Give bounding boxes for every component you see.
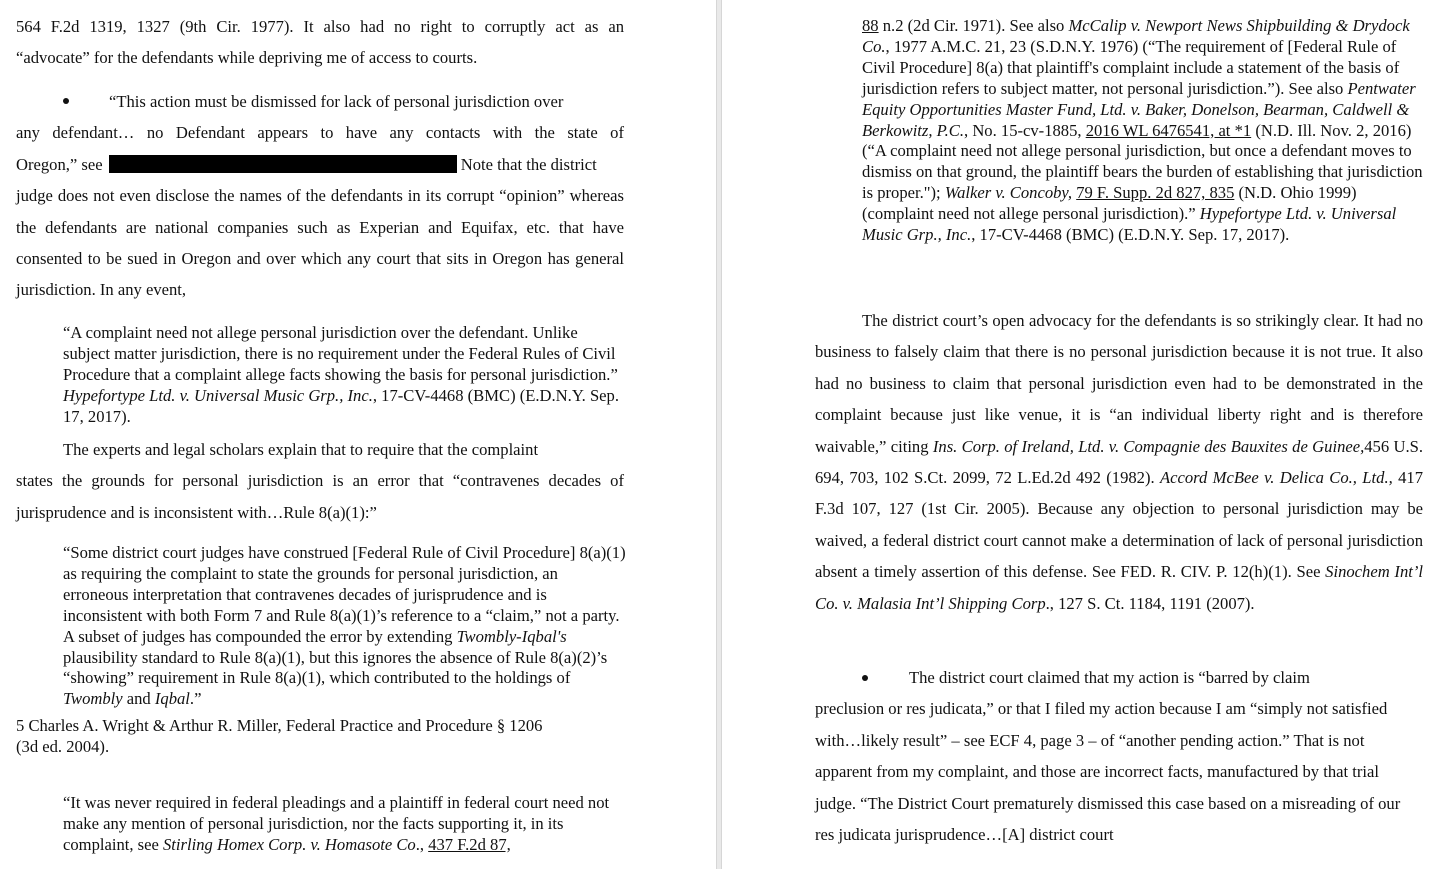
document-page-left	[0, 0, 716, 869]
text-line: jurisprudence and is inconsistent with…Rule 8(a)(1):”	[16, 502, 377, 522]
paragraph-intro	[16, 11, 624, 74]
text-span: “It was never required in federal pleadings and a plaintiff in federal court need not make any mention of personal jurisdiction, nor the facts supporting it, in its complaint, see	[63, 793, 610, 854]
text-span: (N.D. Ill. Nov. 2, 2016) (“A complaint need not allege personal jurisdiction, but once a defendant moves to dismiss on that ground, the plaintiff bears the burden of establishing that jurisdiction is proper.");	[862, 120, 1423, 203]
source-citation	[16, 716, 626, 758]
text-span: .,	[415, 834, 429, 854]
text-line: The district court claimed that my action is “barred by claim	[909, 668, 1310, 687]
case-citation: Iqbal	[154, 689, 190, 709]
text-span: 417 F.3d 107, 127 (1st Cir. 2005). Because any objection to personal jurisdiction may be waived, a federal district court cannot make a determination of lack of personal jurisdiction absent a timely assertion of this defense. See FED. R. CIV. P. 12(h)(1). See	[815, 468, 1423, 582]
case-citation: Twombly-Iqbal's	[456, 626, 567, 646]
case-citation: McCalip v. Newport News Shipbuilding & Drydock Co.	[862, 16, 1410, 56]
case-citation: Sinochem Int’l Co. v. Malasia Int’l Shipping Corp	[815, 562, 1423, 613]
text-span: and	[122, 689, 155, 709]
citation-link: 437 F.2d 87,	[428, 834, 511, 854]
citation-link: 88	[862, 16, 879, 35]
text-span: “A complaint need not allege personal jurisdiction over the defendant. Unlike subject matter jurisdiction, there is no requirement under the Federal Rules of Civil Procedure that a complaint allege facts showing the basis for personal jurisdiction.”	[63, 323, 618, 384]
case-citation: Twombly	[63, 689, 123, 709]
text-line: “This action must be dismissed for lack of personal jurisdiction over	[109, 92, 564, 111]
text-span: , 1977 A.M.C. 21, 23 (S.D.N.Y. 1976) (“The requirement of [Federal Rule of Civil Procedure] 8(a) that plaintiff's complaint include a statement of the basis of jurisdiction refers to subject matter, not personal jurisdiction.”). See also	[862, 36, 1400, 98]
text-line: states the grounds for personal jurisdiction is an error that “contravenes decades of	[16, 471, 624, 491]
case-citation: Hypefortype Ltd. v. Universal Music Grp., Inc.	[63, 385, 373, 405]
block-quote-stirling	[63, 793, 623, 856]
citation-link: 79 F. Supp. 2d 827, 835	[1076, 183, 1235, 203]
paragraph-bullet-res-judicata	[815, 662, 1423, 850]
text-block: preclusion or res judicata,” or that I filed my action because I am “simply not satisfied with…likely result” – see ECF 4, page 3 – of “another pending action.” That is not apparent from my complaint, and those are incorrect facts, manufactured by that trial judge. “The District Court prematurely dismissed this case based on a misreading of our res judicata jurisprudence…[A] district court	[815, 699, 1401, 845]
text-span: n.2 (2d Cir. 1971). See also	[878, 16, 1069, 35]
text-line: 564 F.2d 1319, 1327 (9th Cir. 1977). It also had no right to corruptly act as an	[16, 17, 624, 36]
text-span: , 17-CV-4468 (BMC) (E.D.N.Y. Sep. 17, 2017).	[971, 225, 1290, 245]
text-span: Note that the district	[460, 154, 597, 174]
document-page-right	[722, 0, 1451, 869]
block-quote-hypefortype	[63, 323, 623, 428]
text-line: “advocate” for the defendants while depriving me of access to courts.	[16, 48, 478, 68]
case-citation: Stirling Homex Corp. v. Homasote Co	[163, 834, 416, 854]
paragraph-advocacy	[815, 305, 1423, 619]
text-line	[16, 149, 624, 180]
text-span: (N.D. Ohio 1999) (complaint need not allege personal jurisdiction).”	[862, 183, 1357, 224]
text-line: The experts and legal scholars explain that to require that the complaint	[63, 440, 539, 459]
text-span: , No. 15-cv-1885,	[964, 120, 1086, 140]
text-span: “Some district court judges have construed [Federal Rule of Civil Procedure] 8(a)(1) as requiring the complaint to state the grounds for personal jurisdiction, an erroneous interpretation that contravenes decades of jurisprudence and is inconsistent with both Form 7 and Rule 8(a)(1)’s reference to a “claim,” not a party. A subset of judges has compounded the error by extending	[63, 543, 626, 646]
citation-link: 2016 WL 6476541, at *1	[1085, 120, 1252, 140]
text-span: Oregon,” see	[16, 154, 103, 174]
case-citation: Ins. Corp. of Ireland, Ltd. v. Compagnie des Bauxites de Guinee,	[932, 436, 1365, 456]
case-citation: Pentwater Equity Opportunities Master Fund, Ltd. v. Baker, Donelson, Bearman, Caldwell & Berkowitz, P.C.	[862, 78, 1416, 140]
text-span: ., 127 S. Ct. 1184, 1191 (2007).	[1045, 593, 1255, 613]
block-quote-scholars	[63, 543, 626, 710]
text-span: plausibility standard to Rule 8(a)(1), but this ignores the absence of Rule 8(a)(2)’s “showing” requirement in Rule 8(a)(1), which contributed to the holdings of	[63, 647, 608, 688]
text-span: The district court’s open advocacy for the defendants is so strikingly clear. It had no business to falsely claim that there is no personal jurisdiction because it is not true. It also had no business to claim that personal jurisdiction even had to be demonstrated in the complaint because just like venue, it is “an individual liberty right and is therefore waivable,” citing	[815, 311, 1423, 456]
case-citation: Walker v. Concoby,	[944, 183, 1073, 203]
redaction-bar	[109, 155, 457, 173]
text-span: .”	[189, 689, 202, 709]
text-span: 456 U.S. 694, 703, 102 S.Ct. 2099, 72 L.Ed.2d 492 (1982).	[815, 436, 1423, 488]
paragraph-bullet-jurisdiction	[16, 86, 624, 306]
case-citation: Hypefortype Ltd. v. Universal Music Grp., Inc.	[862, 204, 1397, 245]
text-line: 5 Charles A. Wright & Arthur R. Miller, Federal Practice and Procedure § 1206	[16, 716, 543, 735]
block-quote-continued	[862, 16, 1426, 246]
text-line: any defendant… no Defendant appears to have any contacts with the state of	[16, 123, 624, 143]
text-block: judge does not even disclose the names of the defendants in its corrupt “opinion” whereas the defendants are national companies such as Experian and Equifax, etc. that have consented to be sued in Oregon and over which any court that sits in Oregon has general jurisdiction. In any event,	[16, 186, 624, 300]
case-citation: Accord McBee v. Delica Co., Ltd.,	[1160, 468, 1393, 488]
text-span: , 17-CV-4468 (BMC) (E.D.N.Y. Sep. 17, 2017).	[63, 385, 619, 426]
text-line: (3d ed. 2004).	[16, 736, 110, 756]
paragraph-experts	[16, 434, 624, 528]
